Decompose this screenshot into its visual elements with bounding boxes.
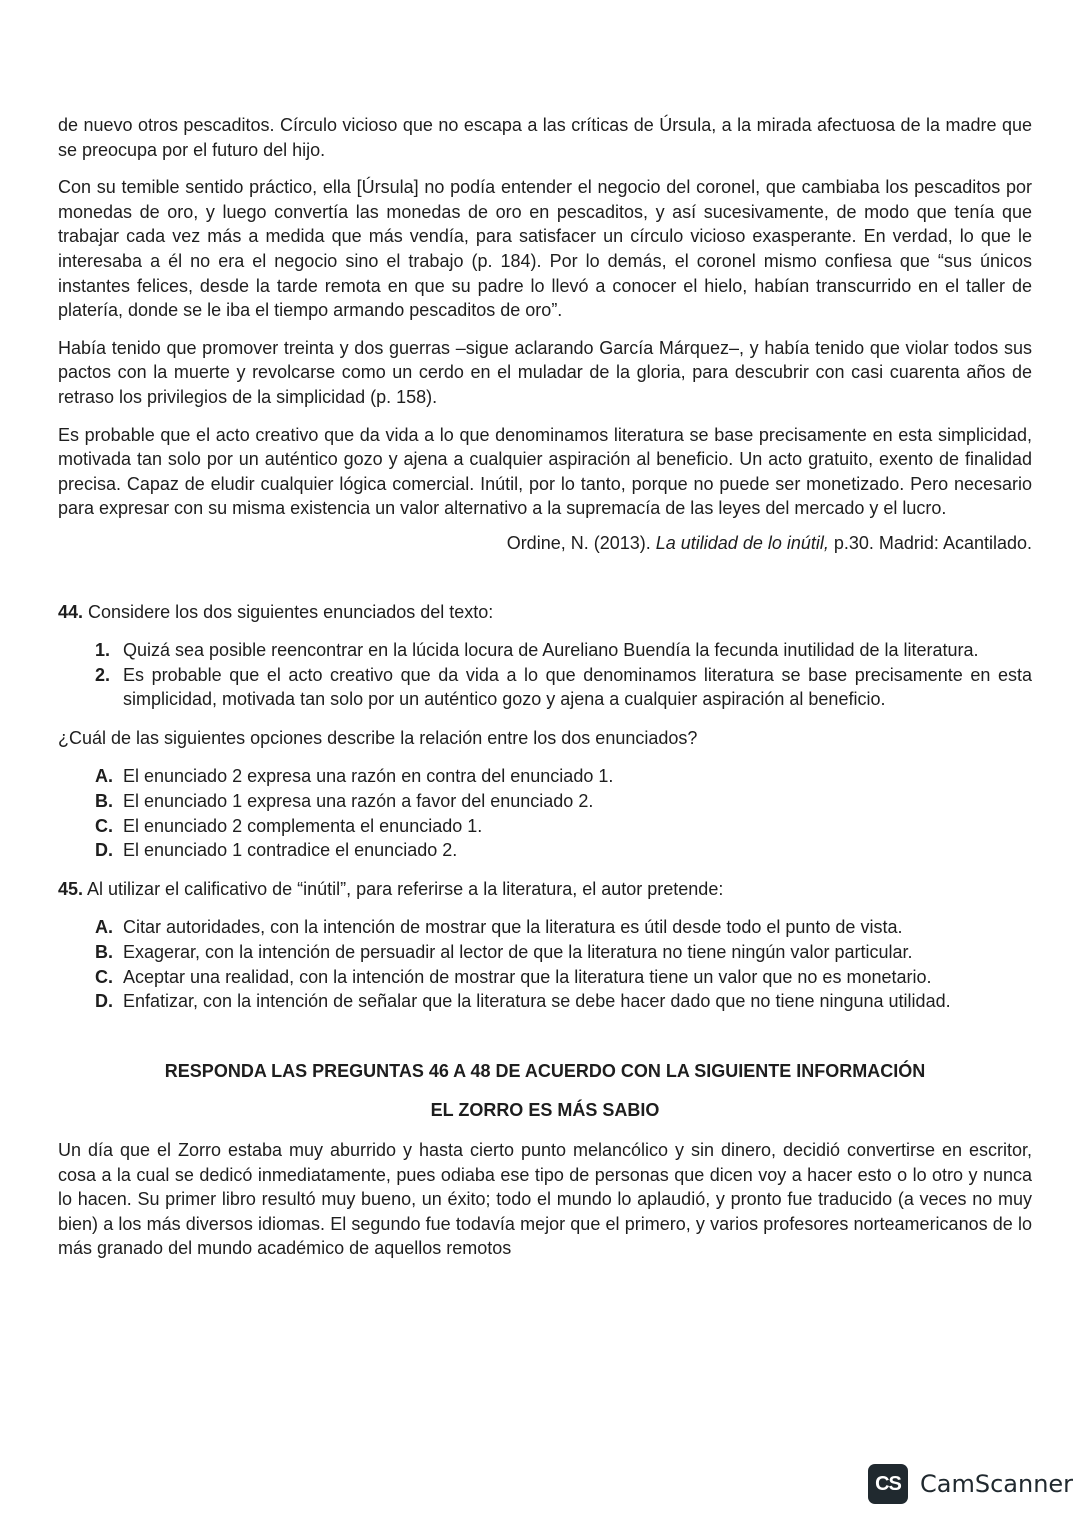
answer-option[interactable] [58, 814, 1032, 839]
statement-label: 2. [95, 664, 111, 685]
answer-option[interactable] [58, 989, 1032, 1014]
question-45-options [58, 915, 1032, 1013]
passage-paragraph-2: Con su temible sentido práctico, ella [Úrsula] no podía entender el negocio del coronel, que cambiaba los pescaditos por monedas de oro, y luego convertía las monedas de oro en pescaditos, y así sucesivamente, de modo que tenía que trabajar cada vez más a medida que más vendía, para satisfacer un círculo vicioso exasperante. En verdad, lo que le interesaba a él no era el negocio sino el trabajo (p. 184). Por lo demás, el coronel mismo confiesa que “sus únicos instantes felices, desde la tarde remota en que su padre lo llevó a conocer el hielo, habían transcurrido en el taller de platería, donde se le iba el tiempo armando pescaditos de oro”. [58, 177, 1032, 321]
option-label: C. [95, 966, 113, 987]
option-text: El enunciado 2 complementa el enunciado 1. [123, 815, 483, 836]
option-label: C. [95, 815, 113, 836]
camscanner-label: CamScanner [920, 1469, 1074, 1498]
option-text: Enfatizar, con la intención de señalar que la literatura se debe hacer dado que no tiene ninguna utilidad. [123, 991, 951, 1012]
option-label: A. [95, 766, 113, 787]
section-heading: RESPONDA LAS PREGUNTAS 46 A 48 DE ACUERDO CON LA SIGUIENTE INFORMACIÓN [164, 1060, 926, 1081]
option-label: B. [95, 791, 113, 812]
list-item [58, 663, 1032, 712]
question-44-number: 44. [58, 601, 84, 622]
passage-paragraph-4: Es probable que el acto creativo que da vida a lo que denominamos literatura se base precisamente en esta simplicidad, motivada tan solo por un auténtico gozo y ajena a cualquier aspiración al beneficio. Un acto gratuito, exento de finalidad precisa. Capaz de eludir cualquier lógica comercial. Inútil, por lo tanto, porque no puede ser monetizado. Pero necesario para expresar con su misma existencia un valor alternativo a la supremacía de las leyes del mercado y el lucro. [58, 424, 1032, 519]
passage-paragraph-3: Había tenido que promover treinta y dos guerras –sigue aclarando García Márquez–, y había tenido que violar todos sus pactos con la muerte y revolcarse como un cerdo en el muladar de la gloria, para descubrir con casi cuarenta años de retraso los privilegios de la simplicidad (p. 158). [58, 337, 1032, 407]
citation [58, 531, 1032, 556]
option-label: A. [95, 917, 113, 938]
story-title: EL ZORRO ES MÁS SABIO [430, 1100, 660, 1121]
question-45-text: Al utilizar el calificativo de “inútil”, para referirse a la literatura, el autor pretende: [83, 878, 724, 899]
question-44-text: Considere los dos siguientes enunciados del texto: [83, 601, 494, 622]
statement-label: 1. [95, 640, 111, 661]
option-text: El enunciado 1 contradice el enunciado 2. [123, 840, 458, 861]
option-text: Exagerar, con la intención de persuadir al lector de que la literatura no tiene ningún valor particular. [123, 942, 913, 963]
option-text: Aceptar una realidad, con la intención de mostrar que la literatura tiene un valor que no es monetario. [123, 966, 932, 987]
citation-book-title: La utilidad de lo inútil, [655, 532, 829, 553]
question-44-prompt [58, 600, 1032, 625]
citation-author: Ordine, N. (2013). [506, 532, 656, 553]
option-text: El enunciado 2 expresa una razón en contra del enunciado 1. [123, 766, 614, 787]
story-paragraph: Un día que el Zorro estaba muy aburrido y hasta cierto punto melancólico y sin dinero, decidió convertirse en escritor, cosa a la cual se dedicó inmediatamente, pues odiaba ese tipo de personas que dicen voy a hacer esto o lo otro y nunca lo hacen. Su primer libro resultó muy bueno, un éxito; todo el mundo lo aplaudió, y pronto fue traducido (a veces no muy bien) a los más diversos idiomas. El segundo fue todavía mejor que el primero, y varios profesores norteamericanos de lo más granado del mundo académico de aquellos remotos [58, 1140, 1032, 1259]
passage-paragraph-1: de nuevo otros pescaditos. Círculo vicioso que no escapa a las críticas de Úrsula, a la mirada afectuosa de la madre que se preocupa por el futuro del hijo. [58, 115, 1032, 160]
statement-text: Es probable que el acto creativo que da vida a lo que denominamos literatura se base precisamente en esta simplicidad, motivada tan solo por un auténtico gozo y ajena a cualquier aspiración al beneficio. [123, 664, 1032, 710]
option-text: El enunciado 1 expresa una razón a favor del enunciado 2. [123, 791, 594, 812]
question-45-number: 45. [58, 878, 84, 899]
question-44-question: ¿Cuál de las siguientes opciones describe la relación entre los dos enunciados? [58, 727, 698, 748]
answer-option[interactable] [58, 789, 1032, 814]
list-item [58, 638, 1032, 663]
option-text: Citar autoridades, con la intención de mostrar que la literatura es útil desde todo el punto de vista. [123, 917, 903, 938]
answer-option[interactable] [58, 764, 1032, 789]
question-44-statements [58, 638, 1032, 712]
option-label: D. [95, 840, 113, 861]
option-label: B. [95, 942, 113, 963]
question-45-prompt [58, 877, 1032, 902]
statement-text: Quizá sea posible reencontrar en la lúcida locura de Aureliano Buendía la fecunda inutilidad de la literatura. [123, 640, 979, 661]
option-label: D. [95, 991, 113, 1012]
answer-option[interactable] [58, 915, 1032, 940]
question-44-options [58, 764, 1032, 862]
answer-option[interactable] [58, 838, 1032, 863]
answer-option[interactable] [58, 940, 1032, 965]
camscanner-logo-icon: CS [868, 1464, 908, 1504]
citation-rest: p.30. Madrid: Acantilado. [828, 532, 1032, 553]
camscanner-watermark [868, 1464, 1073, 1504]
document-page [58, 113, 1032, 1274]
answer-option[interactable] [58, 965, 1032, 990]
